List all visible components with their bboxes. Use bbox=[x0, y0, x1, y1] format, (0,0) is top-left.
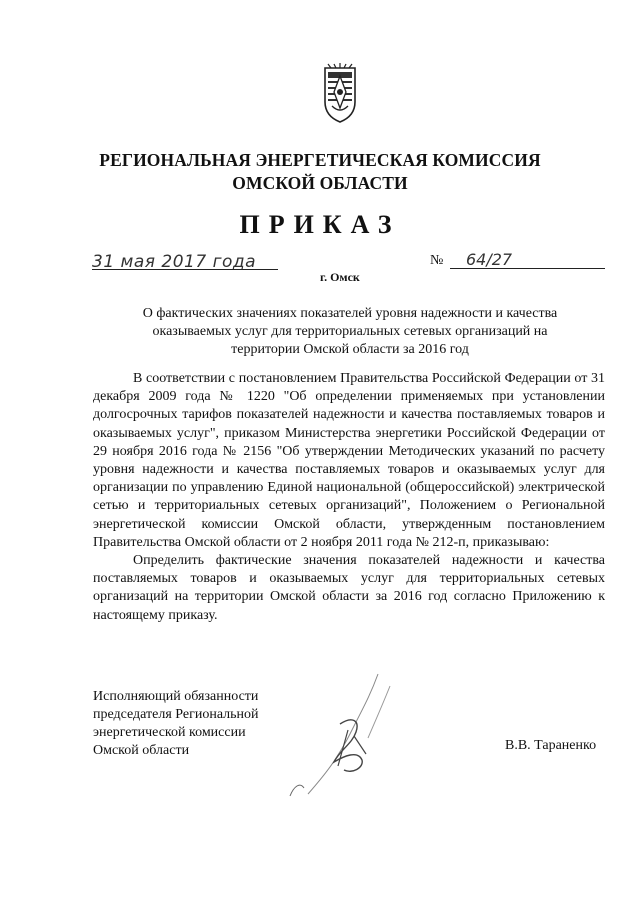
omsk-coat-of-arms-icon bbox=[322, 62, 358, 124]
document-date: 31 мая 2017 года bbox=[92, 252, 257, 272]
handwritten-signature-icon bbox=[278, 666, 408, 801]
date-underline bbox=[92, 269, 278, 270]
signatory-title-line: Исполняющий обязанности bbox=[93, 689, 259, 704]
document-subject: О фактических значениях показателей уровня надежности и качества оказываемых услуг для территориальных сетевых организаций на территории Омской области за 2016 год bbox=[142, 306, 558, 357]
document-number: 64/27 bbox=[466, 250, 513, 269]
organization-name-line2: ОМСКОЙ ОБЛАСТИ bbox=[232, 173, 408, 193]
document-body bbox=[93, 370, 605, 625]
signatory-name: В.В. Тараненко bbox=[505, 738, 597, 753]
document-city: г. Омск bbox=[320, 270, 360, 284]
document-number-label: № bbox=[430, 253, 444, 268]
signatory-title bbox=[93, 688, 259, 760]
signatory-title-line: Омской области bbox=[93, 743, 190, 758]
body-paragraph: В соответствии с постановлением Правительства Российской Федерации от 31 декабря 2009 года № 1220 "Об определении применяемых при установлении долгосрочных тарифов показателей надежности и качества поставляемых товаров и оказываемых услуг", приказом Министерства энергетики Российской Федерации от 29 ноября 2016 года № 2156 "Об утверждении Методических указаний по расчету уровня надежности и качества поставляемых товаров и оказываемых услуг для организации по управлению Единой национальной (общероссийской) электрической сетью и территориальных сетевых организаций", Положением о Региональной энергетической комиссии Омской области, утвержденным постановлением Правительства Омской области от 2 ноября 2011 года № 212-п, приказываю: bbox=[93, 371, 605, 550]
organization-name-line1: РЕГИОНАЛЬНАЯ ЭНЕРГЕТИЧЕСКАЯ КОМИССИЯ bbox=[99, 150, 541, 170]
document-type: ПРИКАЗ bbox=[239, 210, 401, 239]
signatory-title-line: председателя Региональной bbox=[93, 707, 259, 722]
body-paragraph: Определить фактические значения показателей надежности и качества поставляемых товаров и оказываемых услуг для территориальных сетевых организаций на территории Омской области за 2016 год согласно Приложению к настоящему приказу. bbox=[93, 553, 605, 623]
signatory-title-line: энергетической комиссии bbox=[93, 725, 246, 740]
number-underline bbox=[450, 268, 605, 269]
